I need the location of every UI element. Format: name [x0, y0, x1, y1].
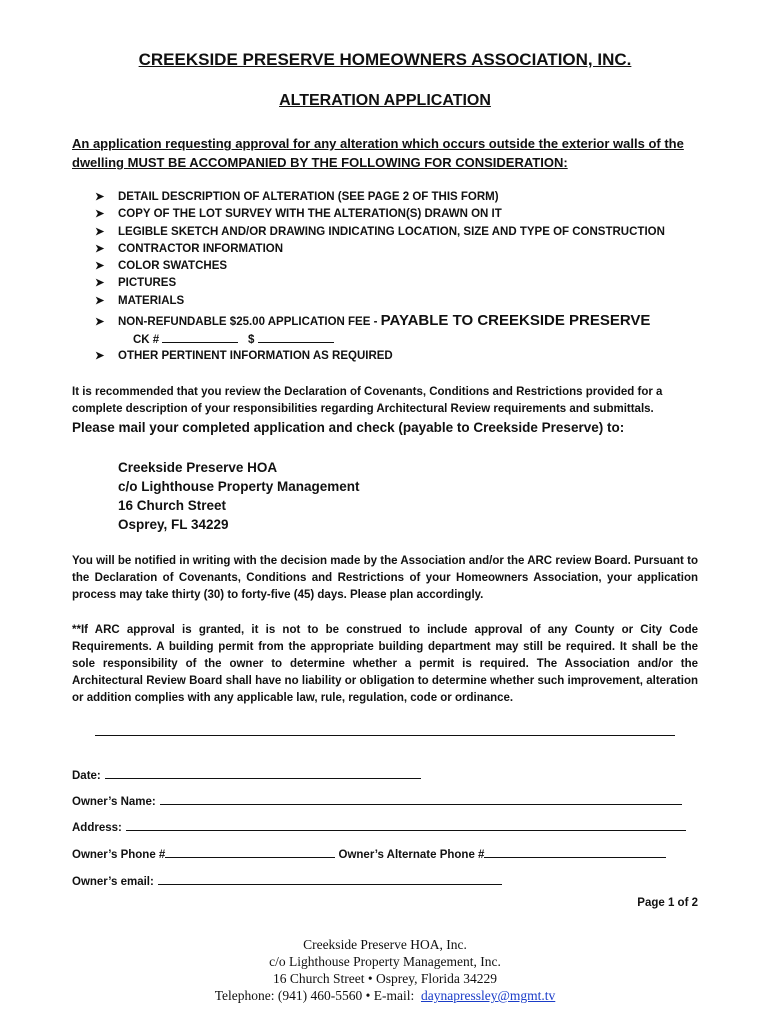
owner-email-blank[interactable]: [158, 872, 502, 885]
footer-line: Telephone: (941) 460-5560 • E-mail: daynapressley@mgmt.tv: [214, 988, 556, 1003]
bullet-icon: •: [367, 971, 373, 986]
check-number-label: CK #: [133, 334, 160, 347]
address-field: Address:: [72, 818, 686, 834]
owner-phone-blank[interactable]: [165, 845, 335, 858]
mailing-address: [118, 458, 360, 534]
phone-fields: Owner’s Phone # Owner’s Alternate Phone #: [72, 845, 666, 861]
bullet-icon: •: [365, 988, 371, 1003]
arrow-bullet-icon: ➤: [95, 208, 105, 221]
arrow-bullet-icon: ➤: [95, 350, 105, 363]
intro-text: An application requesting approval for any alteration which occurs outside the exterior walls of the dwelling MUST BE ACCOMPANIED BY THE FOLLOWING FOR CONSIDERATION:: [72, 136, 684, 170]
alternate-phone-blank[interactable]: [484, 845, 666, 858]
list-item: ➤ PICTURES: [95, 275, 715, 292]
list-item: ➤ LEGIBLE SKETCH AND/OR DRAWING INDICATING LOCATION, SIZE AND TYPE OF CONSTRUCTION: [95, 224, 715, 241]
page-number: Page 1 of 2: [637, 897, 698, 909]
amount-blank[interactable]: [258, 331, 334, 343]
arrow-bullet-icon: ➤: [95, 294, 105, 307]
footer-line: 16 Church Street • Osprey, Florida 34229: [273, 971, 497, 986]
date-blank[interactable]: [105, 766, 421, 779]
form-title: ALTERATION APPLICATION: [279, 92, 491, 109]
requirements-list: [95, 189, 715, 365]
address-blank[interactable]: [126, 818, 686, 831]
list-item: ➤ COPY OF THE LOT SURVEY WITH THE ALTERATION(S) DRAWN ON IT: [95, 206, 715, 223]
footer: [0, 936, 770, 1004]
date-field: Date:: [72, 766, 421, 782]
address-line: c/o Lighthouse Property Management: [118, 479, 360, 494]
address-line: Osprey, FL 34229: [118, 517, 229, 532]
divider: [95, 735, 675, 736]
list-item: ➤ CONTRACTOR INFORMATION: [95, 241, 715, 258]
owner-name-blank[interactable]: [160, 792, 682, 805]
owner-name-field: Owner’s Name:: [72, 792, 682, 808]
owner-email-field: Owner’s email:: [72, 872, 502, 888]
arrow-bullet-icon: ➤: [95, 242, 105, 255]
check-number-blank[interactable]: [162, 331, 238, 343]
address-line: Creekside Preserve HOA: [118, 460, 278, 475]
arrow-bullet-icon: ➤: [95, 277, 105, 290]
arrow-bullet-icon: ➤: [95, 316, 105, 329]
fee-payable: PAYABLE TO CREEKSIDE PRESERVE: [380, 312, 651, 330]
check-line: [95, 331, 715, 348]
mail-instruction: Please mail your completed application and check (payable to Creekside Preserve) to:: [72, 420, 625, 435]
fee-label: NON-REFUNDABLE $25.00 APPLICATION FEE -: [118, 316, 381, 329]
recommendation-text: It is recommended that you review the Declaration of Covenants, Conditions and Restrictions provided for a complete description of your responsibilities regarding Architectural Review requirements and submittals.: [72, 386, 663, 415]
address-line: 16 Church Street: [118, 498, 227, 513]
list-item: ➤ OTHER PERTINENT INFORMATION AS REQUIRED: [95, 348, 715, 365]
fee-item: [95, 310, 715, 331]
email-link[interactable]: daynapressley@mgmt.tv: [420, 988, 556, 1003]
arrow-bullet-icon: ➤: [95, 225, 105, 238]
footer-line: Creekside Preserve HOA, Inc.: [303, 937, 467, 952]
arrow-bullet-icon: ➤: [95, 191, 105, 203]
footer-line: c/o Lighthouse Property Management, Inc.: [269, 954, 501, 969]
arrow-bullet-icon: ➤: [95, 260, 105, 273]
notification-text: You will be notified in writing with the decision made by the Association and/or the ARC review Board. Pursuant to the Declaration of Covenants, Conditions and Restrictions of your Homeowners Association, your application process may take thirty (30) to forty-five (45) days. Please plan accordingly.: [72, 555, 698, 601]
list-item: ➤ MATERIALS: [95, 293, 715, 310]
list-item: ➤ COLOR SWATCHES: [95, 258, 715, 275]
org-title: CREEKSIDE PRESERVE HOMEOWNERS ASSOCIATION, INC.: [138, 50, 632, 69]
disclaimer-text: **If ARC approval is granted, it is not to be construed to include approval of any County or City Code Requirements. A building permit from the appropriate building department may still be required. It shall be the sole responsibility of the owner to determine whether a permit is required. The Association and/or the Architectural Review Board shall have no liability or obligation to determine whether such improvement, alteration or addition complies with any applicable law, rule, regulation, code or ordinance.: [72, 624, 698, 704]
list-item: ➤ DETAIL DESCRIPTION OF ALTERATION (SEE PAGE 2 OF THIS FORM): [95, 189, 715, 206]
amount-label: $: [248, 334, 255, 347]
